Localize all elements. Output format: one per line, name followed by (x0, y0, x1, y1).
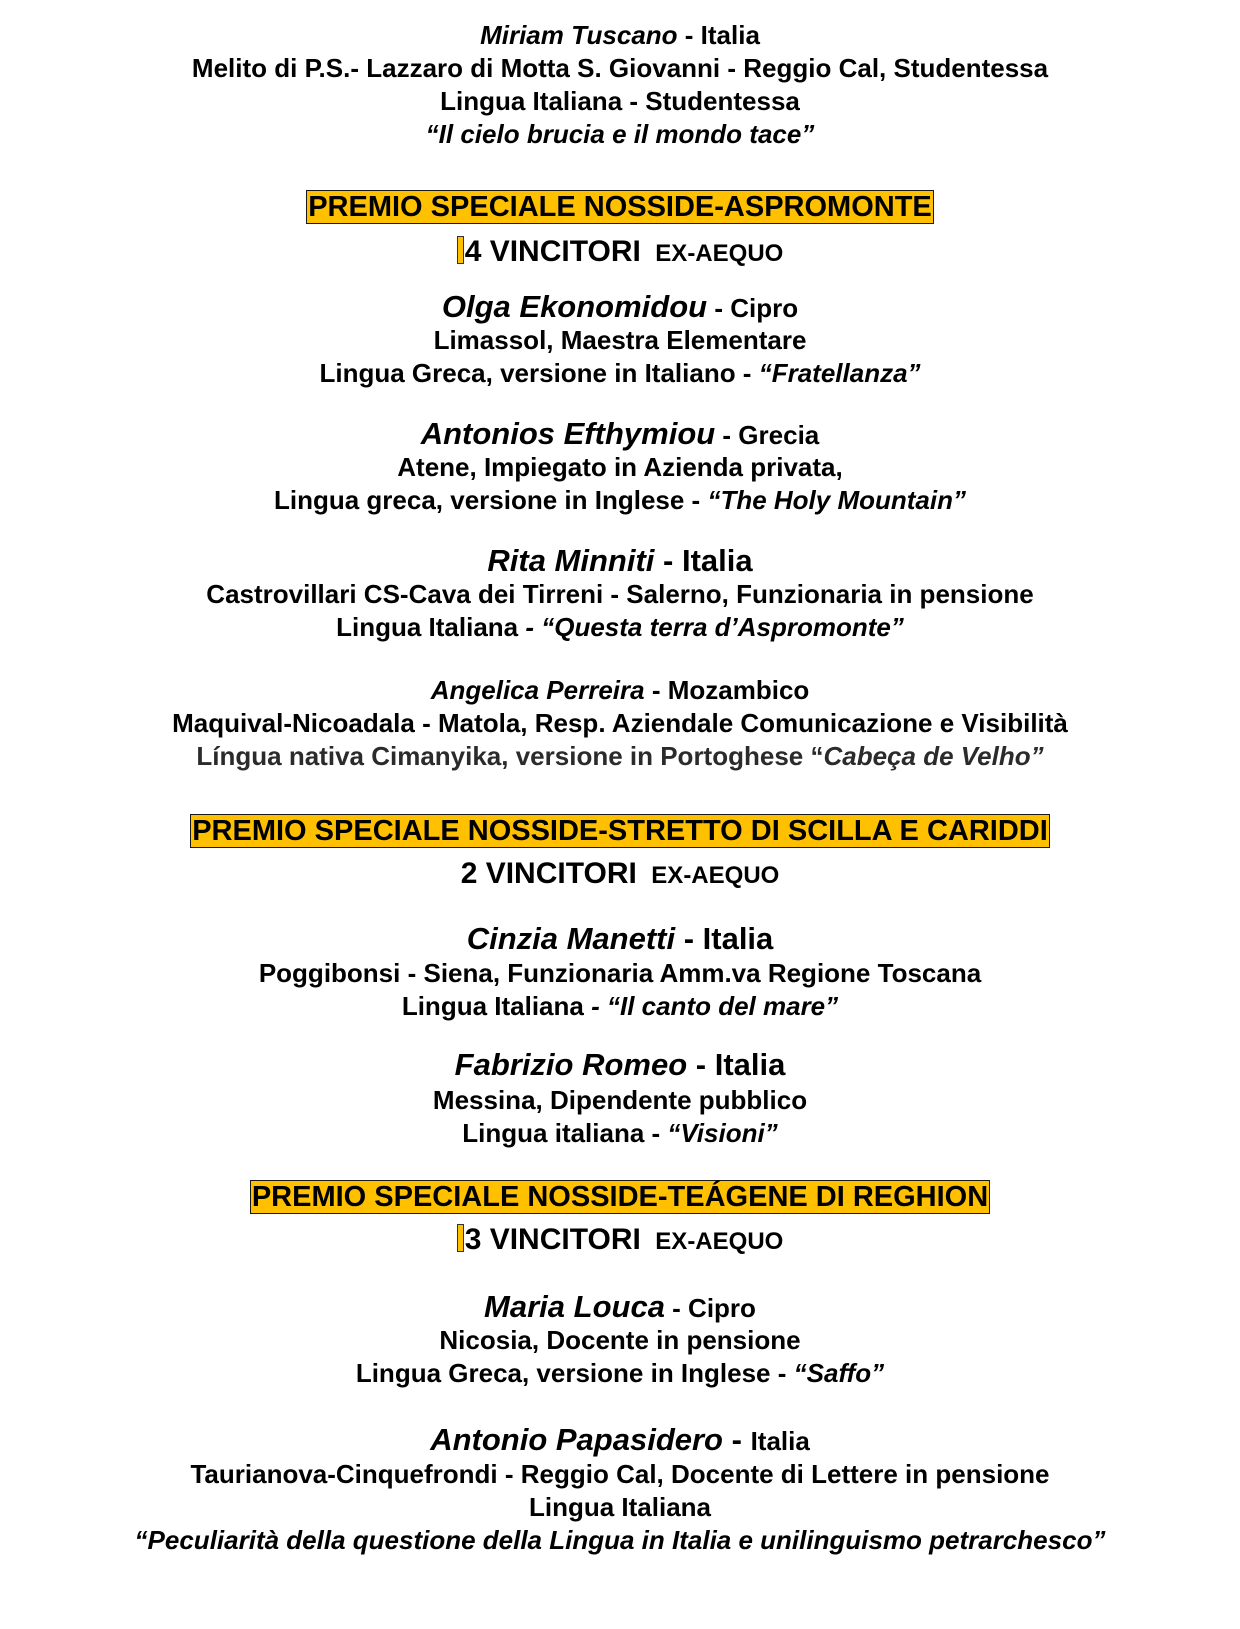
text-cursor-marker (457, 236, 464, 264)
author-country: - Italia (677, 20, 760, 50)
entry-poem-title: “The Holy Mountain” (707, 485, 966, 515)
entry-place: Limassol, Maestra Elementare (433, 325, 807, 355)
author-name: Antonios Efthymiou (420, 416, 716, 451)
entry-poem-title: - “Il canto del mare” (583, 991, 839, 1021)
entry-language: Lingua Greca, versione in Inglese - (355, 1358, 794, 1388)
author-country: - Mozambico (644, 675, 810, 705)
winners-count-line (0, 858, 1240, 892)
entry-language: Lingua Italiana (336, 612, 519, 642)
author-name: Miriam Tuscano (480, 20, 678, 50)
entry-language-line (0, 740, 1240, 772)
entry-language-line (0, 611, 1240, 643)
entry-place: Taurianova-Cinquefrondi - Reggio Cal, Docente di Lettere in pensione (190, 1459, 1050, 1489)
entry-language: Lingua Italiana (528, 1492, 712, 1522)
entry-name-line (0, 1291, 1240, 1324)
entry-place: Atene, Impiegato in Azienda privata, (397, 452, 843, 482)
name-separator: - (723, 1422, 751, 1457)
author-name: Angelica Perreira (430, 675, 645, 705)
author-country: - Grecia (715, 420, 820, 450)
author-name: Cinzia Manetti (466, 921, 676, 956)
entry-poem-title: “Fratellanza” (758, 358, 921, 388)
winners-count: 3 VINCITORI (464, 1223, 641, 1256)
entry-name-line (0, 545, 1240, 577)
entry-name-line (0, 291, 1240, 324)
author-country: - Cipro (707, 293, 799, 323)
entry-name-line (0, 19, 1240, 51)
entry-language-line (0, 484, 1240, 516)
section-heading-line (0, 1181, 1240, 1213)
entry-language: Lingua Italiana - Studentessa (440, 86, 800, 116)
author-country: Italia (750, 1426, 810, 1456)
entry-place: Melito di P.S.- Lazzaro di Motta S. Giovanni - Reggio Cal, Studentessa (191, 53, 1049, 83)
ex-aequo-label: EX-AEQUO (655, 1228, 784, 1255)
entry-language-line (0, 357, 1240, 389)
section-heading: PREMIO SPECIALE NOSSIDE-STRETTO DI SCILLA E CARIDDI (192, 815, 1048, 847)
section-heading: PREMIO SPECIALE NOSSIDE-TEÁGENE DI REGHION (251, 1181, 989, 1213)
author-country: - Italia (687, 1047, 786, 1082)
entry-language: Lingua Greca, versione in Italiano - (319, 358, 759, 388)
entry-poem-title: Cabeça de Velho” (823, 741, 1044, 771)
entry-place: Poggibonsi - Siena, Funzionaria Amm.va Regione Toscana (258, 958, 982, 988)
author-name: Olga Ekonomidou (441, 289, 708, 324)
entry-name-line (0, 1424, 1240, 1457)
author-country: - Cipro (664, 1293, 756, 1323)
entry-place: Nicosia, Docente in pensione (439, 1325, 801, 1355)
ex-aequo-label: EX-AEQUO (655, 240, 784, 267)
entry-poem-title: “Il cielo brucia e il mondo tace” (425, 119, 815, 149)
entry-language: Lingua greca, versione in Inglese - (273, 485, 708, 515)
winners-count-line (0, 1224, 1240, 1258)
author-country: - Italia (654, 543, 753, 578)
author-name: Antonio Papasidero (430, 1422, 723, 1457)
section-heading-line (0, 815, 1240, 847)
text-cursor-marker (457, 1224, 464, 1252)
entry-poem-title: “Visioni” (667, 1118, 778, 1148)
entry-place: Messina, Dipendente pubblico (432, 1085, 808, 1115)
entry-poem-title: - “Questa terra d’Aspromonte” (518, 612, 904, 642)
entry-poem-title: “Saffo” (793, 1358, 885, 1388)
entry-poem-title: “Peculiarità della questione della Lingua in Italia e unilinguismo petrarchesco” (134, 1525, 1106, 1555)
entry-language: Lingua italiana - (462, 1118, 668, 1148)
entry-language-line (0, 1357, 1240, 1389)
entry-place: Maquival-Nicoadala - Matola, Resp. Aziendale Comunicazione e Visibilità (172, 708, 1068, 738)
entry-name-line (0, 418, 1240, 451)
entry-name-line (0, 674, 1240, 706)
section-heading: PREMIO SPECIALE NOSSIDE-ASPROMONTE (308, 191, 932, 223)
entry-language-line (0, 990, 1240, 1022)
section-heading-line (0, 191, 1240, 223)
winners-count: 2 VINCITORI (460, 857, 637, 890)
entry-language: Lingua Italiana (401, 991, 584, 1021)
author-name: Rita Minniti (487, 543, 655, 578)
entry-language: Língua nativa Cimanyika, versione in Portoghese “ (196, 741, 824, 771)
entry-name-line (0, 923, 1240, 955)
ex-aequo-label: EX-AEQUO (651, 862, 780, 889)
winners-count-line (0, 236, 1240, 270)
author-country: - Italia (675, 921, 774, 956)
entry-place: Castrovillari CS-Cava dei Tirreni - Salerno, Funzionaria in pensione (206, 579, 1034, 609)
author-name: Maria Louca (484, 1289, 665, 1324)
author-name: Fabrizio Romeo (454, 1047, 688, 1082)
winners-count: 4 VINCITORI (464, 235, 641, 268)
entry-language-line (0, 1117, 1240, 1149)
entry-name-line (0, 1049, 1240, 1081)
